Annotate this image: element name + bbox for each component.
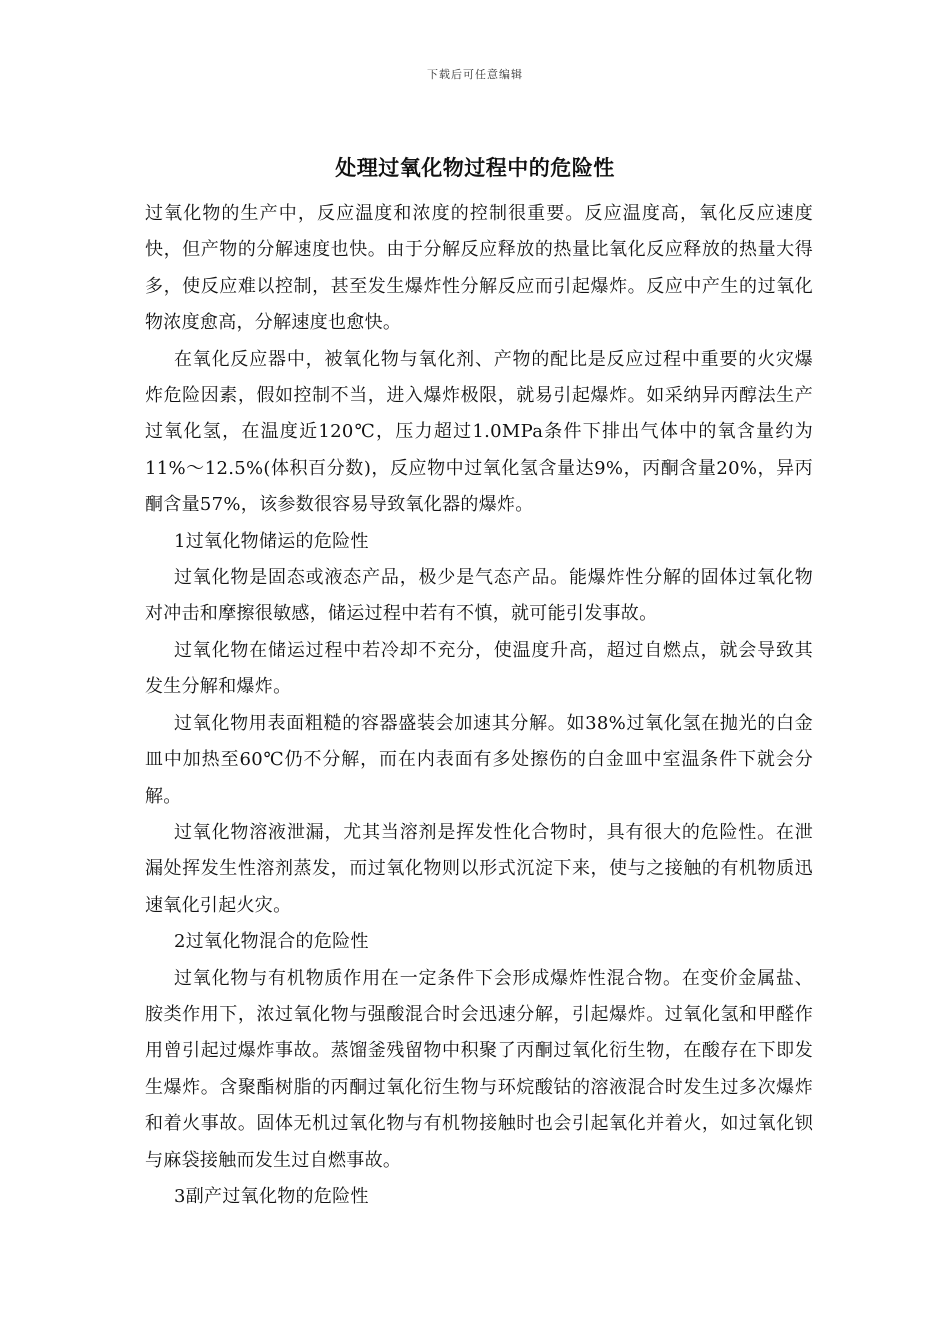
document-title: 处理过氧化物过程中的危险性 bbox=[335, 156, 615, 180]
paragraph-reactor: 在氧化反应器中，被氧化物与氧化剂、产物的配比是反应过程中重要的火灾爆炸危险因素，假如控制不当，进入爆炸极限，就易引起爆炸。如采纳异丙醇法生产过氧化氢，在温度近120℃，压力超过1.0MPa条件下排出气体中的氧含量约为11%～12.5%(体积百分数)，反应物中过氧化氢含量达9%，丙酮含量20%，异丙酮含量57%，该参数很容易导致氧化器的爆炸。 bbox=[145, 348, 813, 516]
header-note: 下载后可任意编辑 bbox=[427, 68, 523, 81]
paragraph-mixing: 过氧化物与有机物质作用在一定条件下会形成爆炸性混合物。在变价金属盐、胺类作用下，浓过氧化物与强酸混合时会迅速分解，引起爆炸。过氧化氢和甲醛作用曾引起过爆炸事故。蒸馏釜残留物中积聚了丙酮过氧化衍生物，在酸存在下即发生爆炸。含聚酯树脂的丙酮过氧化衍生物与环烷酸钴的溶液混合时发生过多次爆炸和着火事故。固体无机过氧化物与有机物接触时也会引起氧化并着火，如过氧化钡与麻袋接触而发生过自燃事故。 bbox=[145, 967, 813, 1171]
paragraph-storage-2: 过氧化物在储运过程中若冷却不充分，使温度升高，超过自燃点，就会导致其发生分解和爆炸。 bbox=[145, 639, 813, 698]
section-heading-byproduct: 3副产过氧化物的危险性 bbox=[174, 1185, 369, 1207]
paragraph-storage-1: 过氧化物是固态或液态产品，极少是气态产品。能爆炸性分解的固体过氧化物对冲击和摩擦很敏感，储运过程中若有不慎，就可能引发事故。 bbox=[145, 567, 813, 625]
section-heading-mixing: 2过氧化物混合的危险性 bbox=[174, 931, 369, 953]
paragraph-intro: 过氧化物的生产中，反应温度和浓度的控制很重要。反应温度高，氧化反应速度快，但产物的分解速度也快。由于分解反应释放的热量比氧化反应释放的热量大得多，使反应难以控制，甚至发生爆炸性分解反应而引起爆炸。反应中产生的过氧化物浓度愈高，分解速度也愈快。 bbox=[145, 203, 813, 334]
document-body bbox=[145, 196, 813, 1215]
section-heading-storage: 1过氧化物储运的危险性 bbox=[174, 530, 369, 552]
paragraph-storage-3: 过氧化物用表面粗糙的容器盛装会加速其分解。如38%过氧化氢在抛光的白金皿中加热至60℃仍不分解，而在内表面有多处擦伤的白金皿中室温条件下就会分解。 bbox=[145, 712, 813, 807]
paragraph-storage-4: 过氧化物溶液泄漏，尤其当溶剂是挥发性化合物时，具有很大的危险性。在泄漏处挥发生性溶剂蒸发，而过氧化物则以形式沉淀下来，使与之接触的有机物质迅速氧化引起火灾。 bbox=[145, 821, 813, 916]
